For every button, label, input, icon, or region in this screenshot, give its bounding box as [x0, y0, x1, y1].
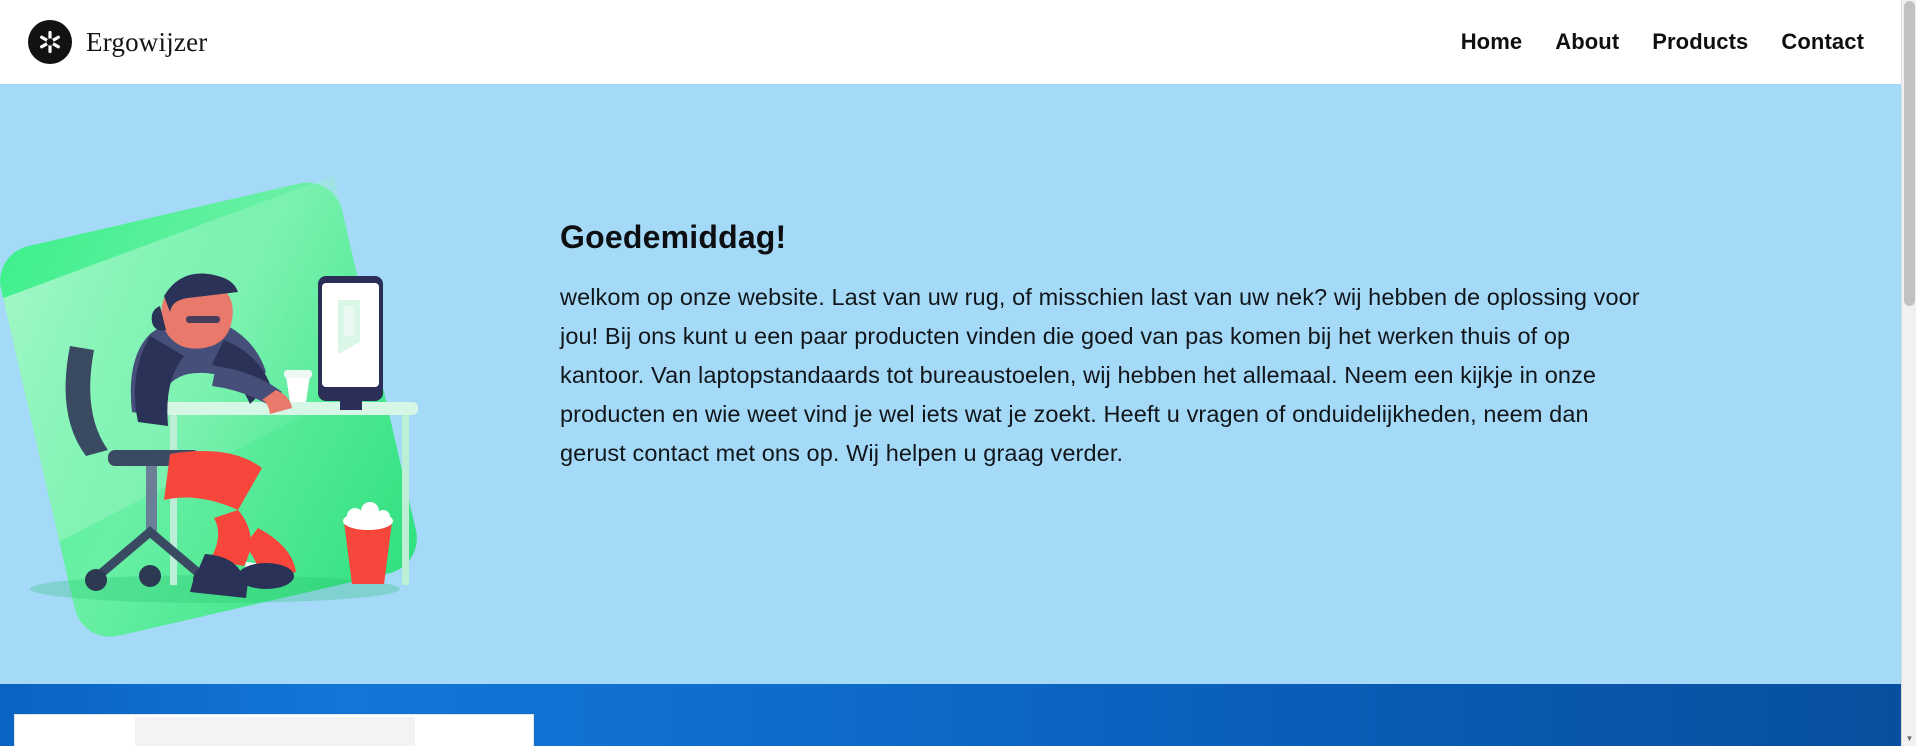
nav-link-home[interactable]: Home	[1460, 29, 1523, 54]
page-scrollbar[interactable]	[1901, 0, 1916, 746]
page-title: Goedemiddag!	[560, 219, 787, 255]
hero-section	[0, 84, 1916, 684]
brand-logo[interactable]	[28, 20, 207, 64]
lower-blue-band	[0, 684, 1916, 746]
nav-link-products[interactable]: Products	[1652, 29, 1749, 54]
nav-link-contact[interactable]: Contact	[1781, 29, 1864, 54]
nav-link-about[interactable]: About	[1555, 29, 1620, 54]
scroll-down-arrow-icon[interactable]: ▼	[1905, 734, 1914, 743]
hero-body-text: welkom op onze website. Last van uw rug, of misschien last van uw nek? wij hebben de oplossing voor jou! Bij ons kunt u een paar producten vinden die goed van pas komen bij het werken thuis of op kantoor. Van laptopstandaards tot bureaustoelen, wij hebben het allemaal. Neem een kijkje in onze producten en wie weet vind je wel iets wat je zoekt. Heeft u vragen of onduidelijkheden, neem dan gerust contact met ons op. Wij helpen u graag verder.	[560, 284, 1640, 466]
product-card-preview[interactable]	[14, 714, 534, 746]
asterisk-circle-icon	[28, 20, 72, 64]
hero-illustration	[0, 84, 560, 684]
brand-name: Ergowijzer	[86, 26, 208, 57]
scrollbar-thumb[interactable]	[1904, 1, 1915, 306]
main-navigation	[1461, 29, 1864, 55]
site-header	[0, 0, 1916, 84]
hero-copy	[560, 84, 1720, 473]
product-card-image	[135, 717, 415, 746]
